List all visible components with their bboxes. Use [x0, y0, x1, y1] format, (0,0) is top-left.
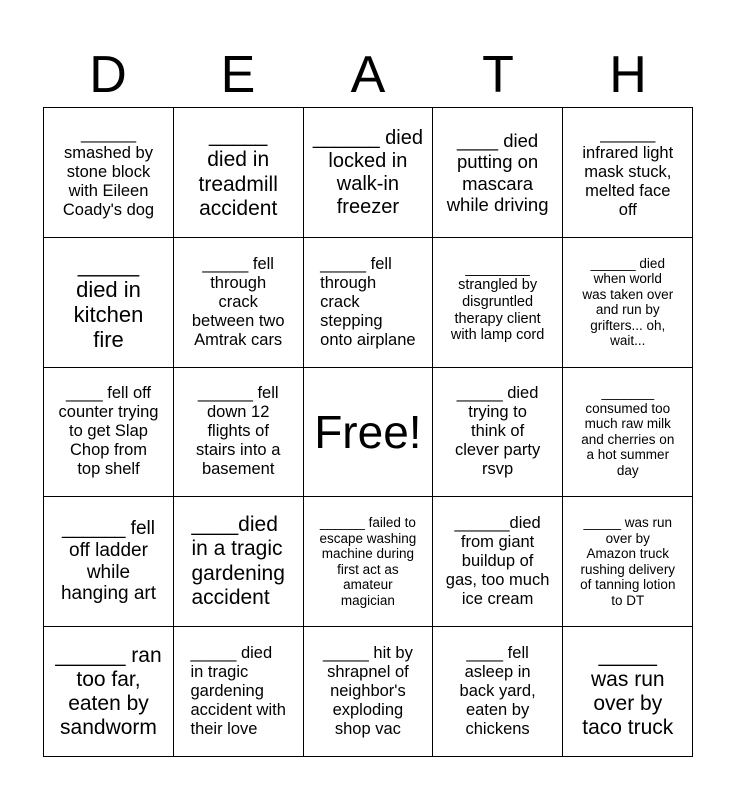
- bingo-cell: [174, 367, 304, 497]
- cell-text: _____ was run over by Amazon truck rushing delivery of tanning lotion to DT: [580, 515, 676, 608]
- bingo-cell: [303, 497, 433, 627]
- bingo-cell: [433, 367, 563, 497]
- cell-text: _____ died in tragic gardening accident with their love: [190, 644, 286, 739]
- bingo-cell: [563, 108, 693, 238]
- cell-text: ________ strangled by disgruntled therapy client with lamp cord: [450, 260, 545, 344]
- bingo-cell: [303, 238, 433, 368]
- bingo-cell: [303, 108, 433, 238]
- cell-text: ______ failed to escape washing machine during first act as amateur magician: [319, 515, 417, 608]
- header-letter-a: A: [350, 46, 386, 104]
- bingo-cell: [44, 238, 174, 368]
- bingo-cell: [433, 497, 563, 627]
- bingo-cell: [174, 108, 304, 238]
- bingo-cell: [174, 238, 304, 368]
- header-letter-t: T: [482, 46, 514, 104]
- bingo-cell: [563, 627, 693, 757]
- bingo-board: [43, 107, 693, 757]
- cell-text: ____ fell off counter trying to get Slap Chop from top shelf: [58, 384, 159, 479]
- bingo-cell: [563, 497, 693, 627]
- cell-text: ____ fell asleep in back yard, eaten by chickens: [459, 644, 536, 739]
- cell-text: _____ fell through crack between two Amtrak cars: [191, 254, 285, 349]
- bingo-cell: [174, 627, 304, 757]
- cell-text: ______died from giant buildup of gas, too much ice cream: [445, 514, 550, 609]
- bingo-cell: [433, 108, 563, 238]
- header-letter-e: E: [220, 46, 256, 104]
- bingo-cell: [433, 627, 563, 757]
- cell-text: ______ fell off ladder while hanging art: [60, 517, 157, 605]
- free-space-cell: [303, 367, 433, 497]
- cell-text: ______ died locked in walk-in freezer: [312, 126, 423, 218]
- cell-text: ______ fell down 12 flights of stairs into a basement: [196, 384, 281, 479]
- header-letter-d: D: [89, 46, 127, 104]
- free-space-label: Free!: [314, 405, 422, 458]
- bingo-cell: [44, 108, 174, 238]
- cell-text: ______ infrared light mask stuck, melted face off: [582, 125, 674, 219]
- bingo-cell: [44, 627, 174, 757]
- cell-text: _____ fell through crack stepping onto airplane: [320, 254, 416, 349]
- cell-text: _____ died trying to think of clever party rsvp: [454, 384, 541, 479]
- cell-text: _____ hit by shrapnel of neighbor's exploding shop vac: [322, 644, 413, 739]
- cell-text: ______ ran too far, eaten by sandworm: [55, 643, 162, 739]
- cell-text: _____ died in treadmill accident: [198, 124, 278, 220]
- bingo-cell: [44, 367, 174, 497]
- bingo-cell: [563, 238, 693, 368]
- bingo-cell: [303, 627, 433, 757]
- bingo-cell: [174, 497, 304, 627]
- cell-text: ____ died putting on mascara while driving: [446, 129, 549, 215]
- cell-text: _______ consumed too much raw milk and cherries on a hot summer day: [581, 385, 675, 478]
- cell-text: ____died in a tragic gardening accident: [191, 513, 285, 609]
- cell-text: ______ died when world was taken over and run by grifters... oh, wait...: [582, 255, 674, 349]
- bingo-cell: [433, 238, 563, 368]
- cell-text: _____ died in kitchen fire: [73, 251, 144, 353]
- bingo-cell: [44, 497, 174, 627]
- cell-text: _____ was run over by taco truck: [582, 643, 674, 739]
- bingo-cell: [563, 367, 693, 497]
- bingo-header: [43, 44, 693, 106]
- header-letter-h: H: [609, 46, 647, 104]
- cell-text: ______ smashed by stone block with Eileen Coady's dog: [62, 125, 155, 219]
